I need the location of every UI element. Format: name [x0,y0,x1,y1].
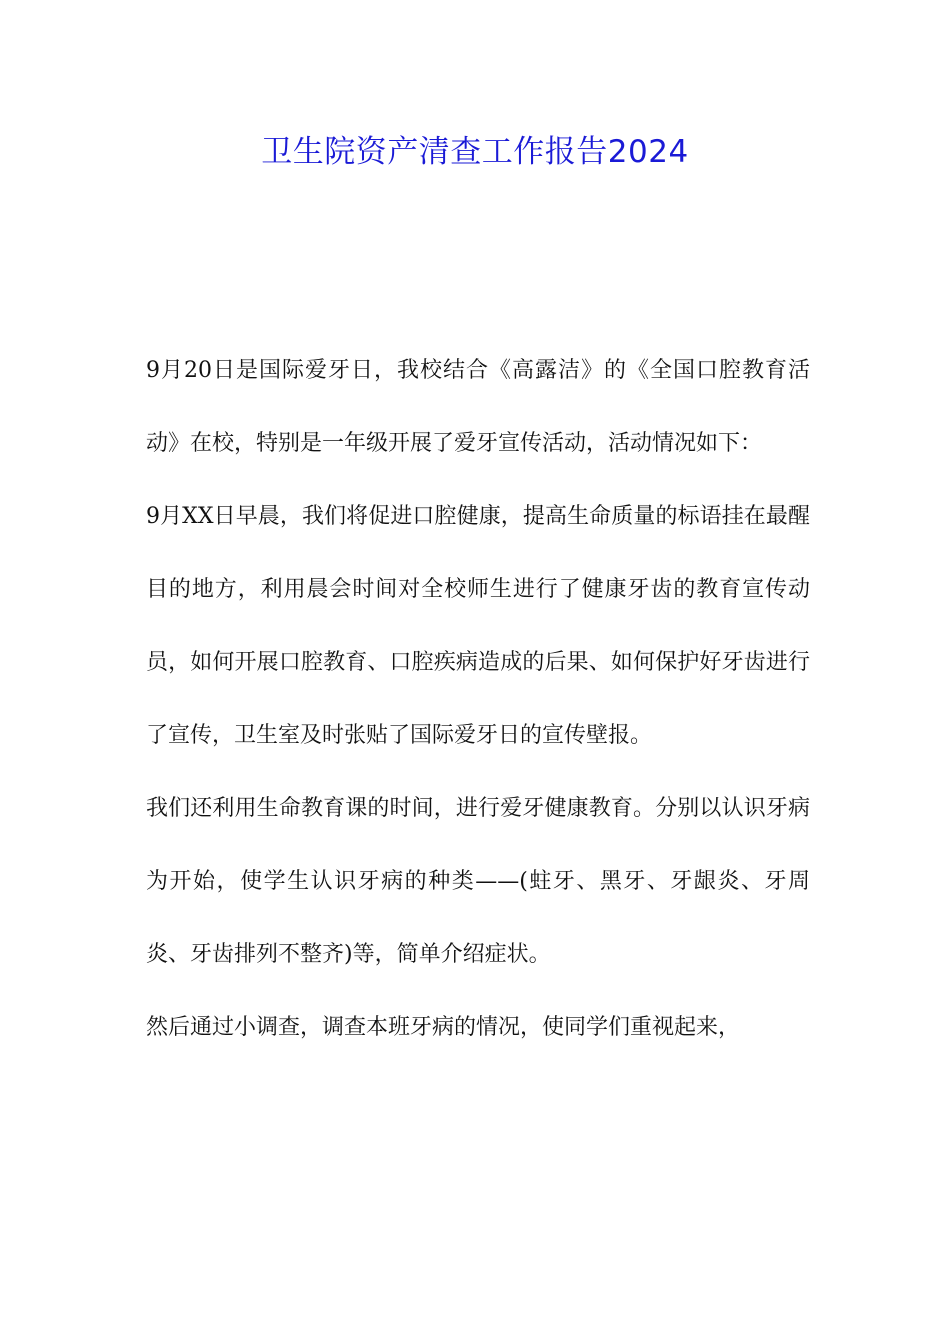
paragraph-4: 然后通过小调查，调查本班牙病的情况，使同学们重视起来， [146,1015,741,1040]
document-body [146,334,810,1064]
document-title: 卫生院资产清查工作报告2024 [261,134,689,170]
paragraph-3: 我们还利用生命教育课的时间，进行爱牙健康教育。分别以认识牙病为开始，使学生认识牙病的种类——(蛀牙、黑牙、牙龈炎、牙周炎、牙齿排列不整齐)等，简单介绍症状。 [146,796,810,967]
paragraph-1: 9月20日是国际爱牙日，我校结合《高露洁》的《全国口腔教育活动》在校，特别是一年级开展了爱牙宣传活动，活动情况如下： [146,358,810,456]
paragraph-2: 9月XX日早晨，我们将促进口腔健康，提高生命质量的标语挂在最醒目的地方，利用晨会时间对全校师生进行了健康牙齿的教育宣传动员，如何开展口腔教育、口腔疾病造成的后果、如何保护好牙齿进行了宣传，卫生室及时张贴了国际爱牙日的宣传壁报。 [146,504,810,748]
